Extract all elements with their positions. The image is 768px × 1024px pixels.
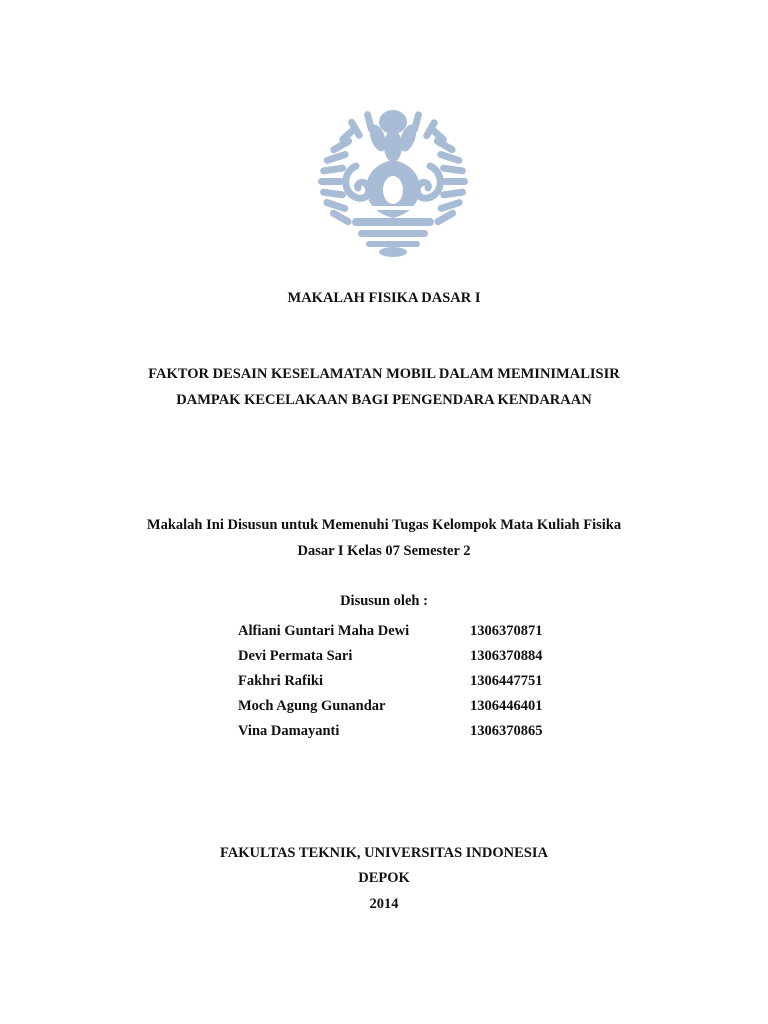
author-list xyxy=(238,619,568,744)
author-row xyxy=(238,719,568,744)
author-student-id: 1306370871 xyxy=(470,623,543,639)
paper-title-line-2: DAMPAK KECELAKAAN BAGI PENGENDARA KENDARAAN xyxy=(176,392,592,408)
paper-title-line-1: FAKTOR DESAIN KESELAMATAN MOBIL DALAM MEMINIMALISIR xyxy=(148,366,620,382)
author-row xyxy=(238,644,568,669)
author-name: Vina Damayanti xyxy=(238,723,340,739)
author-name: Moch Agung Gunandar xyxy=(238,698,386,714)
author-row xyxy=(238,694,568,719)
course-subject-heading: MAKALAH FISIKA DASAR I xyxy=(287,290,481,306)
university-makara-logo-icon xyxy=(312,106,474,258)
author-row xyxy=(238,669,568,694)
author-name: Fakhri Rafiki xyxy=(238,673,323,689)
purpose-statement-line-1: Makalah Ini Disusun untuk Memenuhi Tugas Kelompok Mata Kuliah Fisika xyxy=(146,517,622,533)
author-name: Devi Permata Sari xyxy=(238,648,353,664)
author-row xyxy=(238,619,568,644)
year: 2014 xyxy=(369,896,399,912)
author-student-id: 1306447751 xyxy=(470,673,543,689)
city-name: DEPOK xyxy=(358,870,410,886)
authors-heading: Disusun oleh : xyxy=(340,593,428,609)
author-student-id: 1306370884 xyxy=(470,648,543,664)
author-name: Alfiani Guntari Maha Dewi xyxy=(238,623,410,639)
author-student-id: 1306446401 xyxy=(470,698,543,714)
purpose-statement-line-2: Dasar I Kelas 07 Semester 2 xyxy=(297,543,471,559)
author-student-id: 1306370865 xyxy=(470,723,543,739)
faculty-name: FAKULTAS TEKNIK, UNIVERSITAS INDONESIA xyxy=(220,845,548,861)
